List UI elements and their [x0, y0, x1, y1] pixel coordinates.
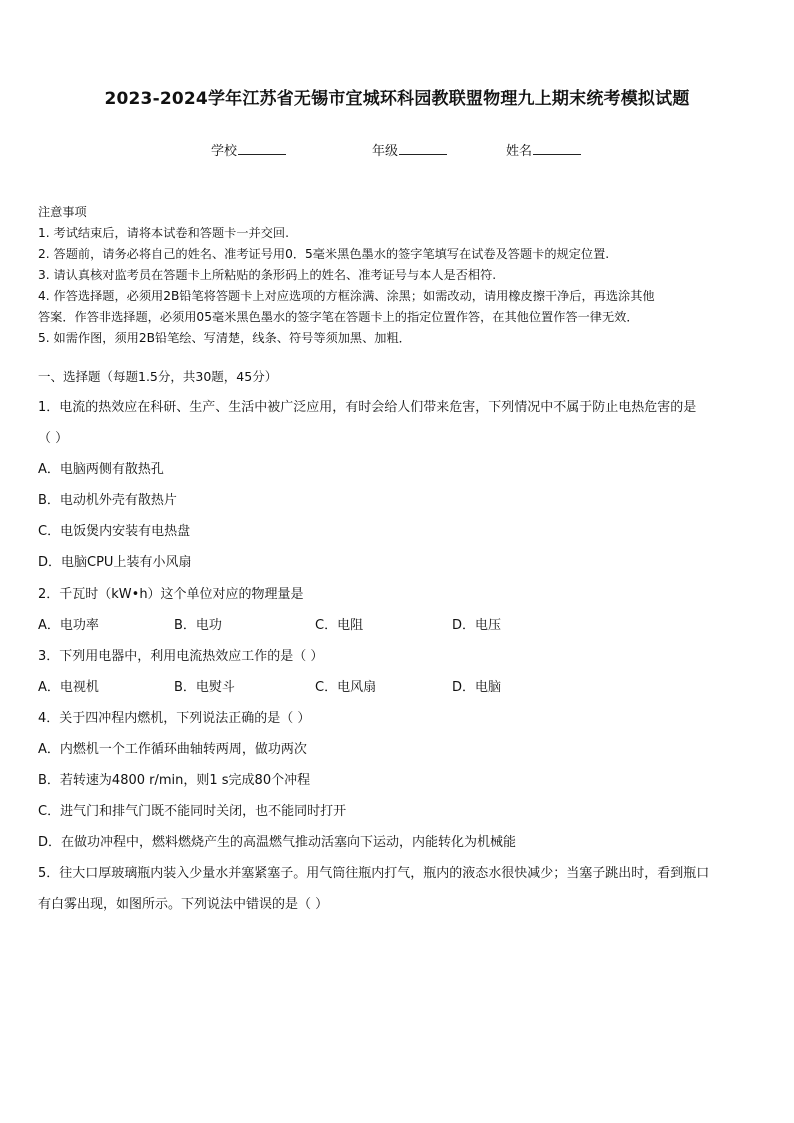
question-2-option-c: C．电阻: [315, 618, 364, 633]
question-4-stem: 4．关于四冲程内燃机，下列说法正确的是（ ）: [38, 711, 311, 726]
question-1-option-b: B．电动机外壳有散热片: [38, 493, 177, 508]
notes-block: [38, 202, 760, 349]
question-5-stem-continued: 有白雾出现，如图所示。下列说法中错误的是（ ）: [38, 897, 329, 912]
question-2-option-a: A．电功率: [38, 618, 99, 633]
school-label: 学校: [211, 144, 238, 159]
question-2-option-b: B．电功: [174, 618, 222, 633]
question-4-option-d: D．在做功冲程中，燃料燃烧产生的高温燃气推动活塞向下运动，内能转化为机械能: [38, 835, 517, 850]
notes-heading: 注意事项: [38, 205, 87, 219]
question-2-stem: 2．千瓦时（kW•h）这个单位对应的物理量是: [38, 587, 304, 602]
school-field: [211, 140, 286, 159]
grade-field: [372, 140, 447, 159]
question-4-option-b: B．若转速为4800 r/min，则1 s完成80个冲程: [38, 773, 311, 788]
question-1-option-d: D．电脑CPU上装有小风扇: [38, 555, 192, 570]
question-5-stem: 5．往大口厚玻璃瓶内装入少量水并塞紧塞子。用气筒往瓶内打气，瓶内的液态水很快减少；当塞子跳出时，看到瓶口: [38, 866, 710, 881]
notes-item: 1. 考试结束后，请将本试卷和答题卡一并交回.: [38, 226, 289, 240]
notes-item: 5. 如需作图，须用2B铅笔绘、写清楚，线条、符号等须加黑、加粗．: [38, 331, 411, 345]
notes-item: 答案．作答非选择题，必须用05毫米黑色墨水的签字笔在答题卡上的指定位置作答，在其他位置作答一律无效．: [38, 310, 639, 324]
question-3-options: [38, 676, 760, 696]
notes-item: 2. 答题前，请务必将自己的姓名、准考证号用0．5毫米黑色墨水的签字笔填写在试卷及答题卡的规定位置.: [38, 247, 610, 261]
section-title: 一、选择题（每题1.5分，共30题，45分）: [38, 369, 278, 384]
question-3-option-b: B．电熨斗: [174, 680, 235, 695]
question-3-option-d: D．电脑: [452, 680, 502, 695]
question-4-option-a: A．内燃机一个工作循环曲轴转两周，做功两次: [38, 742, 307, 757]
school-blank: [238, 141, 286, 155]
name-label: 姓名: [506, 144, 533, 159]
name-field: [506, 140, 581, 159]
student-info-row: [0, 140, 794, 160]
question-1-stem: 1．电流的热效应在科研、生产、生活中被广泛应用，有时会给人们带来危害，下列情况中不属于防止电热危害的是: [38, 400, 697, 415]
notes-item: 4. 作答选择题，必须用2B铅笔将答题卡上对应选项的方框涂满、涂黑；如需改动，请用橡皮擦干净后，再选涂其他: [38, 289, 655, 303]
notes-item: 3. 请认真核对监考员在答题卡上所粘贴的条形码上的姓名、准考证号与本人是否相符.: [38, 268, 497, 282]
question-1-option-c: C．电饭煲内安装有电热盘: [38, 524, 191, 539]
question-1-stem-continued: （ ）: [38, 431, 69, 446]
question-2-options: [38, 614, 760, 634]
page-title: 2023-2024学年江苏省无锡市宜城环科园教联盟物理九上期末统考模拟试题: [104, 89, 690, 109]
grade-blank: [399, 141, 447, 155]
question-3-option-a: A．电视机: [38, 680, 99, 695]
question-3-stem: 3．下列用电器中，利用电流热效应工作的是（ ）: [38, 649, 324, 664]
question-3-option-c: C．电风扇: [315, 680, 377, 695]
name-blank: [533, 141, 581, 155]
question-2-option-d: D．电压: [452, 618, 502, 633]
question-1-option-a: A．电脑两侧有散热孔: [38, 462, 164, 477]
grade-label: 年级: [372, 144, 399, 159]
question-4-option-c: C．进气门和排气门既不能同时关闭，也不能同时打开: [38, 804, 347, 819]
